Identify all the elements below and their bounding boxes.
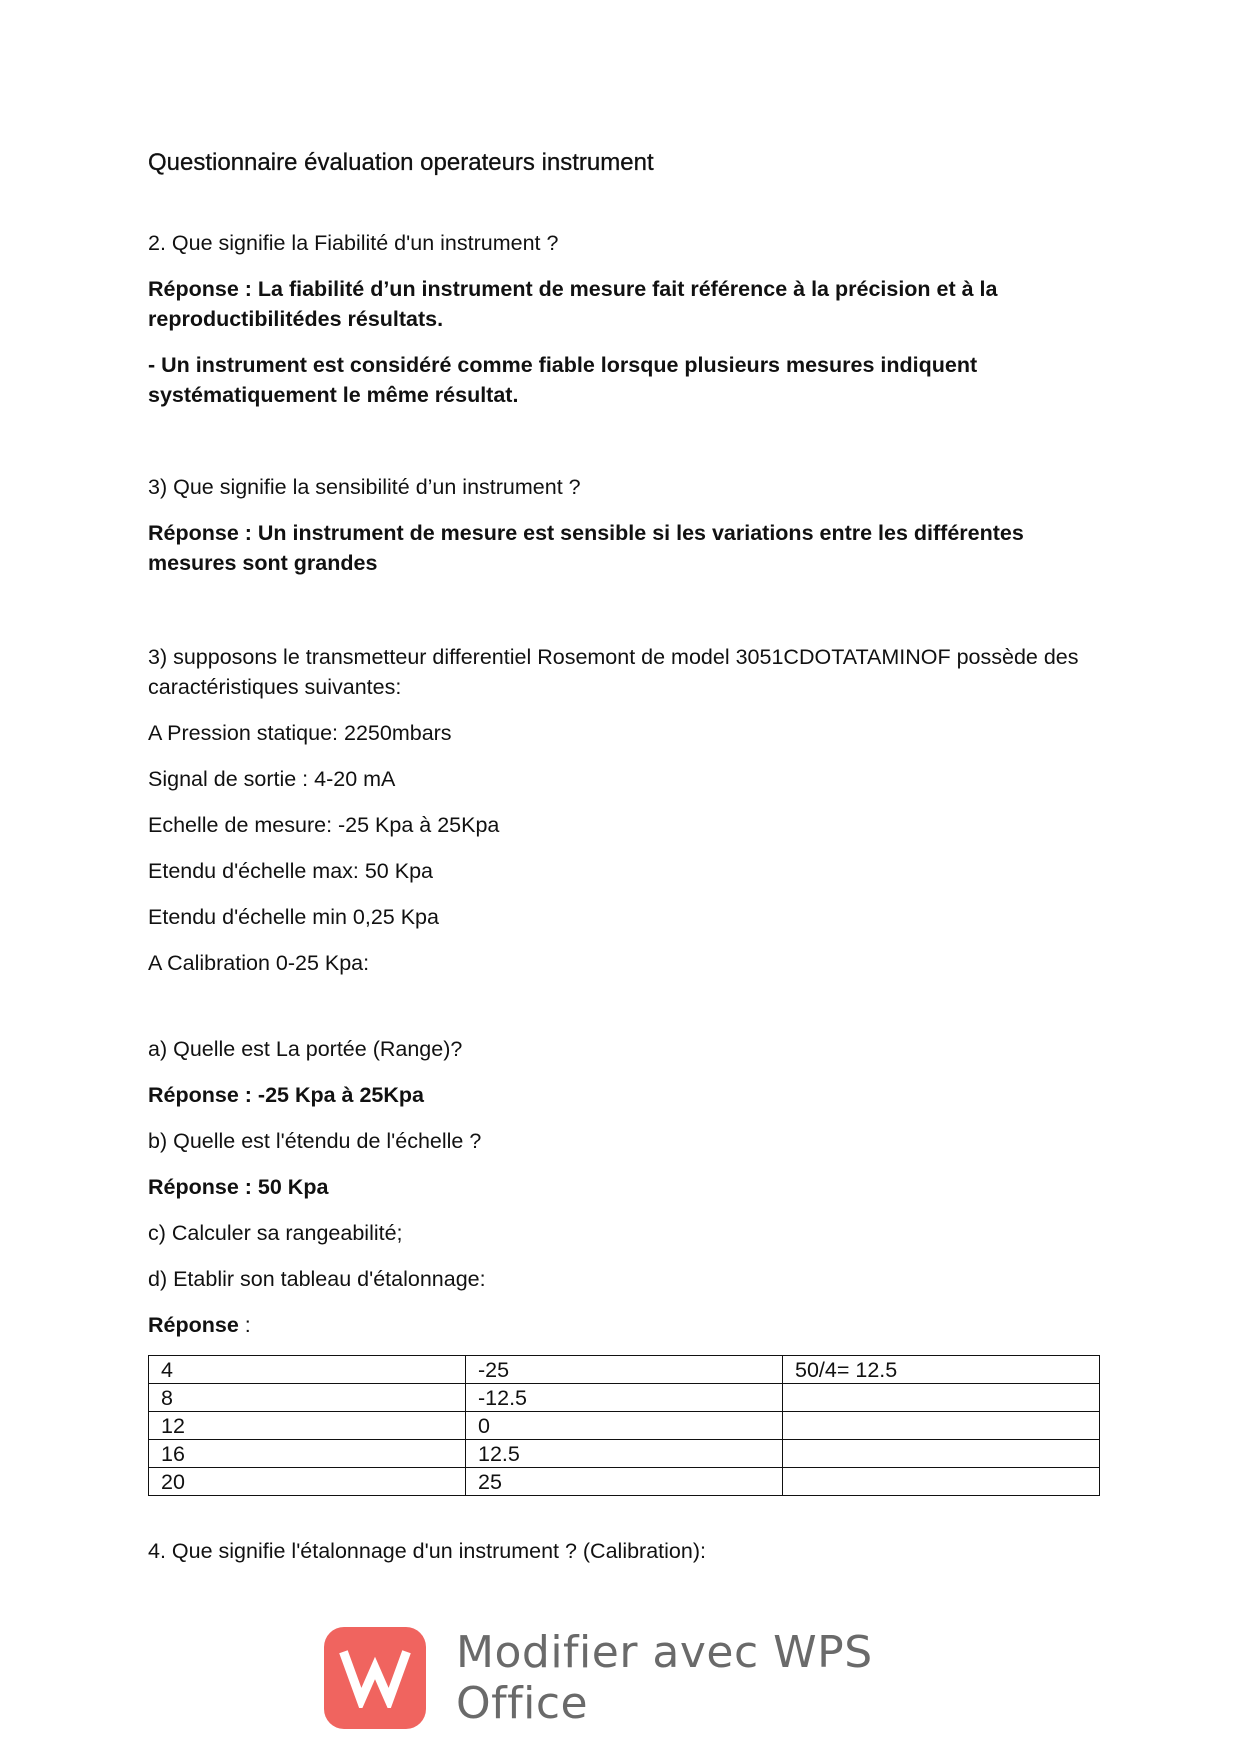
table-row [149, 1440, 1100, 1468]
table-cell: -25 [466, 1356, 783, 1384]
question-2: 2. Que signifie la Fiabilité d'un instrument ? [148, 231, 559, 255]
wps-w-glyph-icon [339, 1648, 411, 1708]
answer-b-etendu: Réponse : 50 Kpa [148, 1175, 329, 1199]
answer-2-part-1: Réponse : La fiabilité d’un instrument de mesure fait référence à la précision et à la reproductibilitédes résultats. [148, 277, 998, 331]
table-cell [783, 1468, 1100, 1496]
spec-line: Etendu d'échelle max: 50 Kpa [148, 859, 433, 883]
question-c-rangeabilite: c) Calculer sa rangeabilité; [148, 1221, 403, 1245]
spec-line: Etendu d'échelle min 0,25 Kpa [148, 905, 439, 929]
calibration-table [148, 1355, 1100, 1496]
spec-line: Echelle de mesure: -25 Kpa à 25Kpa [148, 813, 500, 837]
answer-3-sensibilite: Réponse : Un instrument de mesure est sensible si les variations entre les différentes mesures sont grandes [148, 521, 1024, 575]
table-cell: -12.5 [466, 1384, 783, 1412]
table-cell: 12.5 [466, 1440, 783, 1468]
question-b-etendu: b) Quelle est l'étendu de l'échelle ? [148, 1129, 482, 1153]
question-a-range: a) Quelle est La portée (Range)? [148, 1037, 463, 1061]
answer-d-label [148, 1310, 1098, 1340]
table-cell: 50/4= 12.5 [783, 1356, 1100, 1384]
answer-a-range: Réponse : -25 Kpa à 25Kpa [148, 1083, 425, 1107]
spec-line: A Pression statique: 2250mbars [148, 721, 452, 745]
spec-line: Signal de sortie : 4-20 mA [148, 767, 396, 791]
question-4-etalonnage: 4. Que signifie l'étalonnage d'un instrument ? (Calibration): [148, 1539, 706, 1563]
table-cell: 16 [149, 1440, 466, 1468]
document-page [148, 146, 1098, 1566]
table-row [149, 1412, 1100, 1440]
table-row [149, 1468, 1100, 1496]
document-title: Questionnaire évaluation operateurs instrument [148, 149, 654, 176]
table-row [149, 1384, 1100, 1412]
table-cell: 0 [466, 1412, 783, 1440]
table-row [149, 1356, 1100, 1384]
question-3-transmetteur: 3) supposons le transmetteur differentiel Rosemont de model 3051CDOTATAMINOF possède des caractéristiques suivantes: [148, 645, 1079, 699]
wps-edit-label[interactable]: Modifier avec WPS Office [456, 1627, 873, 1729]
table-cell: 8 [149, 1384, 466, 1412]
question-d-tableau: d) Etablir son tableau d'étalonnage: [148, 1267, 486, 1291]
table-cell [783, 1384, 1100, 1412]
table-cell: 12 [149, 1412, 466, 1440]
table-cell: 4 [149, 1356, 466, 1384]
answer-2-part-2: - Un instrument est considéré comme fiable lorsque plusieurs mesures indiquent systématiquement le même résultat. [148, 353, 978, 407]
wps-edit-banner[interactable] [324, 1626, 964, 1730]
table-cell [783, 1440, 1100, 1468]
answer-d-label-bold: Réponse [148, 1313, 239, 1337]
table-cell [783, 1412, 1100, 1440]
question-3-sensibilite: 3) Que signifie la sensibilité d’un instrument ? [148, 475, 581, 499]
spec-line: A Calibration 0-25 Kpa: [148, 951, 370, 975]
wps-logo-icon[interactable] [324, 1627, 426, 1729]
table-cell: 25 [466, 1468, 783, 1496]
table-cell: 20 [149, 1468, 466, 1496]
answer-d-label-suffix: : [238, 1313, 251, 1337]
